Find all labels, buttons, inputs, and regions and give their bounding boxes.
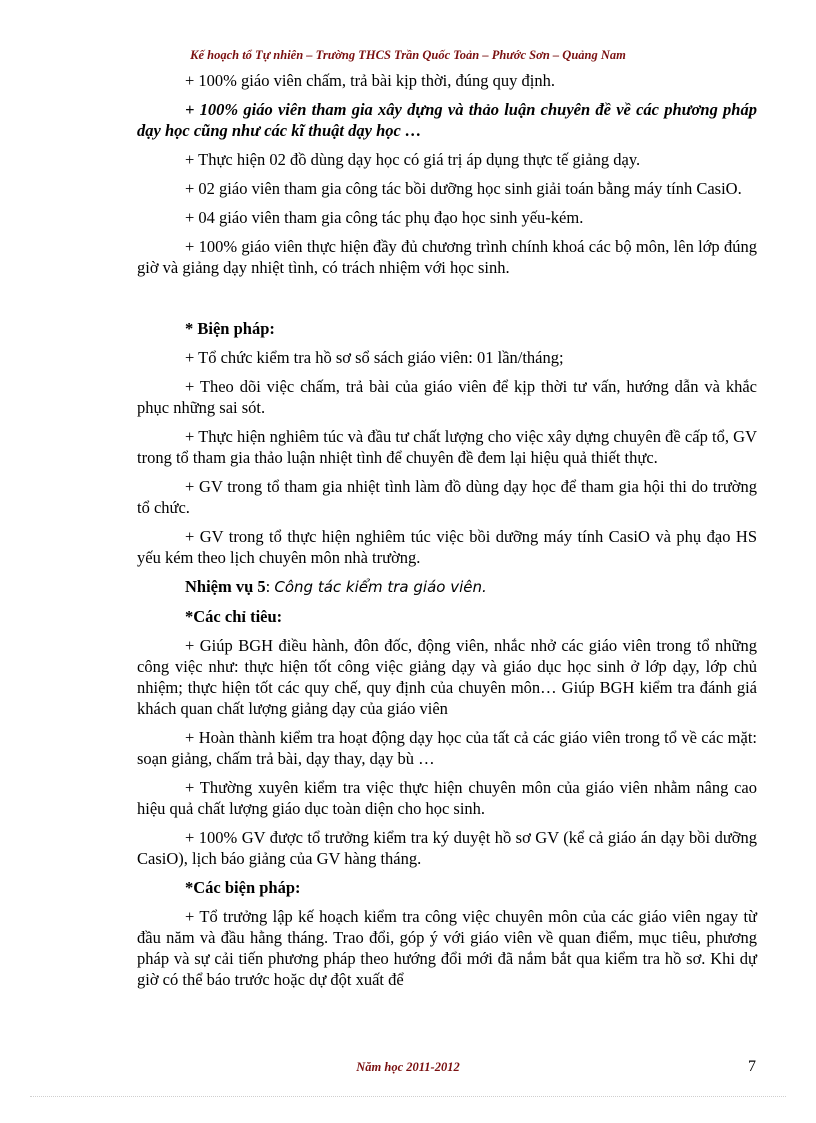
page-footer: Năm học 2011-2012 (356, 1060, 460, 1074)
nhiem-vu-sep: : (265, 577, 275, 596)
paragraph: + Thường xuyên kiểm tra việc thực hiện chuyên môn của giáo viên nhằm nâng cao hiệu quả chất lượng giáo dục toàn diện cho học sinh. (137, 778, 757, 818)
paragraph: + 100% giáo viên tham gia xây dựng và thảo luận chuyên đề về các phương pháp dạy học cũng như các kĩ thuật dạy học … (137, 100, 757, 140)
section-heading-chi-tieu: *Các chỉ tiêu: (185, 607, 283, 626)
document-body (137, 70, 757, 998)
spacer (137, 286, 757, 304)
paragraph: + 100% giáo viên thực hiện đầy đủ chương trình chính khoá các bộ môn, lên lớp đúng giờ và giảng dạy nhiệt tình, có trách nhiệm với học sinh. (137, 237, 757, 277)
page-header: Kế hoạch tổ Tự nhiên – Trường THCS Trần Quốc Toản – Phước Sơn – Quảng Nam (190, 48, 626, 62)
paragraph: + Thực hiện 02 đồ dùng dạy học có giá trị áp dụng thực tế giảng dạy. (185, 150, 641, 169)
paragraph: + 02 giáo viên tham gia công tác bồi dưỡng học sinh giải toán bằng máy tính CasiO. (185, 179, 742, 198)
paragraph: + GV trong tổ thực hiện nghiêm túc việc bồi dưỡng máy tính CasiO và phụ đạo HS yếu kém theo lịch chuyên môn nhà trường. (137, 527, 757, 567)
paragraph: + 100% giáo viên chấm, trả bài kịp thời, đúng quy định. (185, 71, 555, 90)
paragraph: + Tổ trưởng lập kế hoạch kiểm tra công việc chuyên môn của các giáo viên ngay từ đầu năm và đầu hằng tháng. Trao đổi, góp ý với giáo viên về quan điểm, mục tiêu, phương pháp và sự cải tiến phương pháp theo hướng đổi mới đã nắm bắt qua kiểm tra hồ sơ. Khi dự giờ có thể báo trước hoặc dự đột xuất để (137, 907, 757, 989)
paragraph: + Tổ chức kiểm tra hồ sơ sổ sách giáo viên: 01 lần/tháng; (185, 348, 564, 367)
page-number: 7 (748, 1058, 756, 1075)
section-heading-bien-phap: * Biện pháp: (185, 319, 275, 338)
paragraph: + Hoàn thành kiểm tra hoạt động dạy học của tất cả các giáo viên trong tổ về các mặt: soạn giảng, chấm trả bài, dạy thay, dạy bù … (137, 728, 757, 768)
nhiem-vu-label: Nhiệm vụ 5 (185, 577, 266, 596)
paragraph: + Thực hiện nghiêm túc và đầu tư chất lượng cho việc xây dựng chuyên đề cấp tổ, GV trong tổ tham gia thảo luận nhiệt tình để chuyên đề đem lại hiệu quả thiết thực. (137, 427, 757, 467)
paragraph: + 100% GV được tổ trưởng kiểm tra ký duyệt hồ sơ GV (kể cả giáo án dạy bồi dưỡng CasiO), lịch báo giảng của GV hàng tháng. (137, 828, 757, 868)
section-heading-cac-bien-phap: *Các biện pháp: (185, 878, 301, 897)
page-break-line (30, 1096, 786, 1097)
paragraph: + Giúp BGH điều hành, đôn đốc, động viên, nhắc nhở các giáo viên trong tổ những công việc như: thực hiện tốt công việc giảng dạy và giáo dục học sinh ở lớp dạy, lớp chủ nhiệm; thực hiện tốt các quy chế, quy định của chuyên môn… Giúp BGH kiểm tra đánh giá khách quan chất lượng giảng dạy của giáo viên (137, 636, 757, 718)
nhiem-vu-text: Công tác kiểm tra giáo viên. (274, 578, 487, 596)
paragraph: + 04 giáo viên tham gia công tác phụ đạo học sinh yếu-kém. (185, 208, 584, 227)
paragraph: + Theo dõi việc chấm, trả bài của giáo viên để kịp thời tư vấn, hướng dẫn và khắc phục những sai sót. (137, 377, 757, 417)
paragraph: + GV trong tổ tham gia nhiệt tình làm đồ dùng dạy học để tham gia hội thi do trường tổ chức. (137, 477, 757, 517)
nhiem-vu-line (137, 576, 757, 598)
